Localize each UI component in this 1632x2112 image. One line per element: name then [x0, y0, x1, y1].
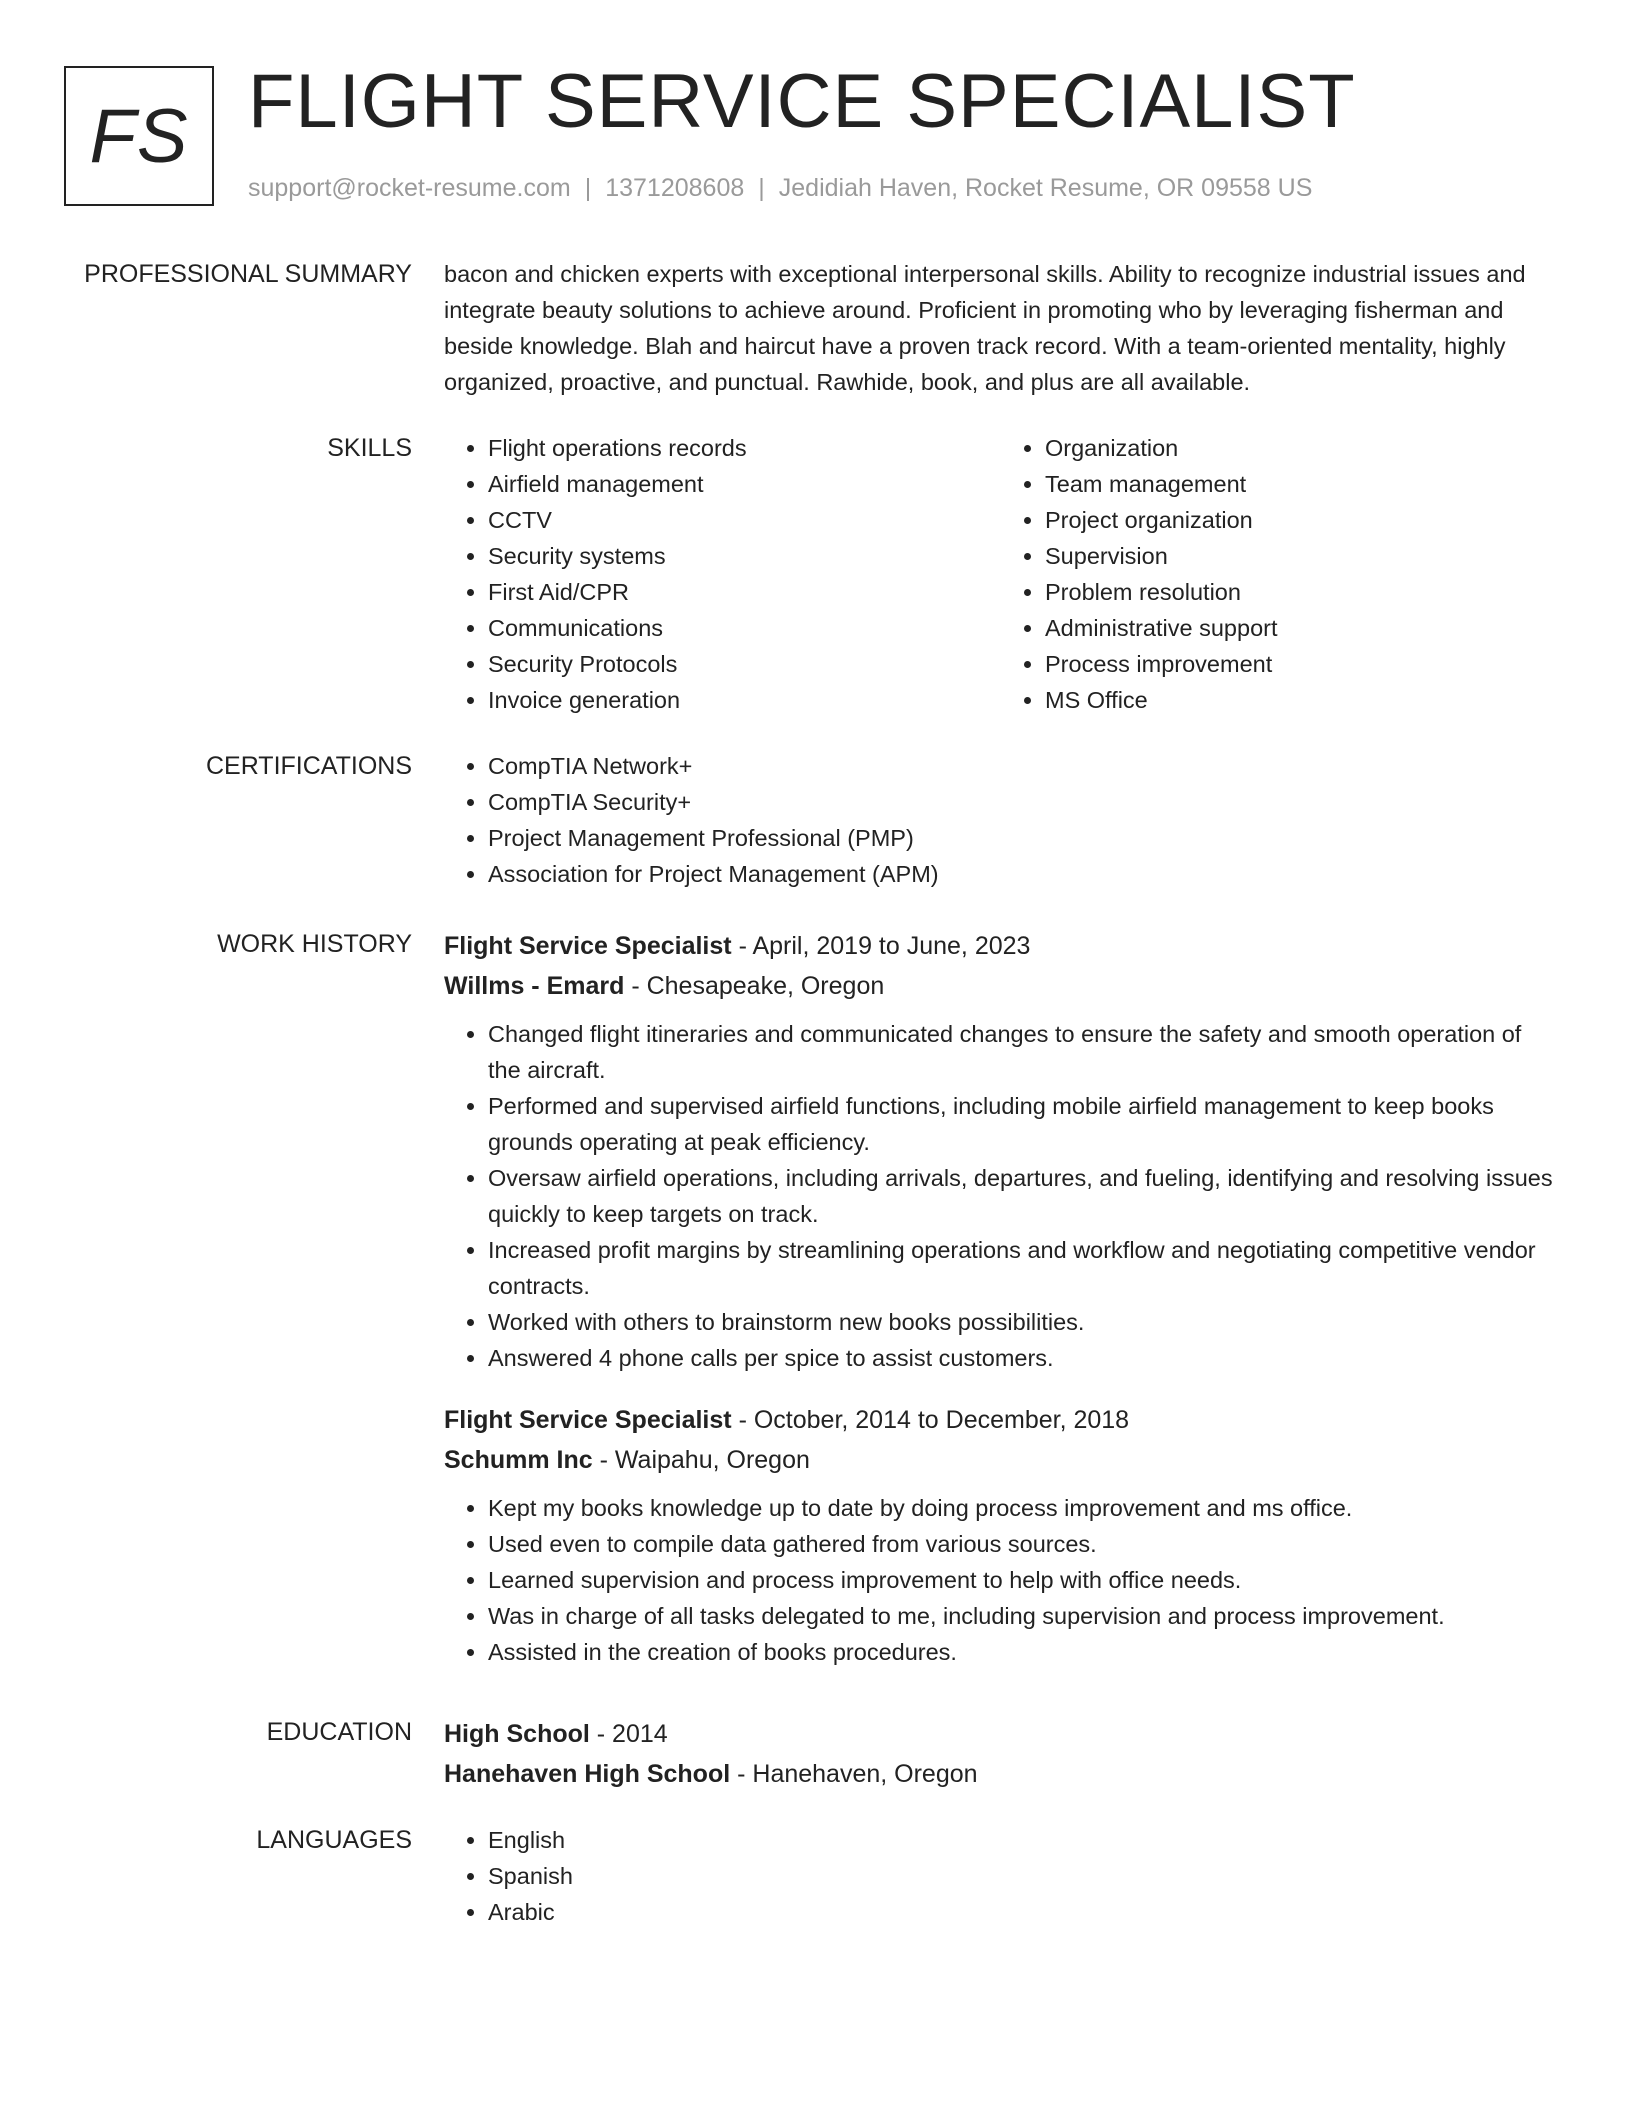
job-company-line — [444, 966, 1558, 1006]
education-degree: High School — [444, 1720, 590, 1748]
job-bullet: • Learned supervision and process improvement to help with office needs. — [488, 1562, 1558, 1598]
skill-item: • Team management — [1045, 466, 1558, 502]
job-bullet: • Assisted in the creation of books procedures. — [488, 1634, 1558, 1670]
languages-list — [444, 1822, 1558, 1930]
job-company: Willms - Emard — [444, 972, 625, 1000]
skill-item: • Administrative support — [1045, 610, 1558, 646]
skill-item: • CCTV — [488, 502, 1001, 538]
work-history-body — [444, 926, 1558, 1670]
job-entry — [444, 926, 1558, 1376]
job-bullet: • Answered 4 phone calls per spice to assist customers. — [488, 1340, 1558, 1376]
skills-list-right — [1001, 430, 1558, 718]
education-degree-line — [444, 1714, 1558, 1754]
contact-separator: | — [758, 174, 765, 202]
section-title: SKILLS — [327, 434, 412, 462]
summary-text: bacon and chicken experts with exceptional interpersonal skills. Ability to recognize industrial issues and integrate beauty solutions to achieve around. Proficient in promoting who by leveraging fisherman and beside knowledge. Blah and haircut have a proven track record. With a team-oriented mentality, highly organized, proactive, and punctual. Rawhide, book, and plus are all available. — [444, 261, 1526, 395]
contact-separator: | — [584, 174, 592, 202]
job-location: - Chesapeake, Oregon — [624, 972, 885, 1000]
education-school-line — [444, 1754, 1558, 1794]
section-title: PROFESSIONAL SUMMARY — [84, 260, 412, 288]
contact-address: Jedidiah Haven, Rocket Resume, OR 09558 US — [778, 174, 1313, 202]
skill-item: • Process improvement — [1045, 646, 1558, 682]
monogram-badge: FS — [64, 66, 214, 206]
contact-line — [248, 174, 1312, 203]
skill-item: • Organization — [1045, 430, 1558, 466]
job-role: Flight Service Specialist — [444, 1406, 732, 1434]
skill-item: • Airfield management — [488, 466, 1001, 502]
language-item: • English — [488, 1822, 1558, 1858]
education-year: - 2014 — [589, 1720, 668, 1748]
skill-item: • Security systems — [488, 538, 1001, 574]
resume-title: FLIGHT SERVICE SPECIALIST — [248, 59, 1356, 144]
skills-list-left — [444, 430, 1001, 718]
job-bullet: • Kept my books knowledge up to date by doing process improvement and ms office. — [488, 1490, 1558, 1526]
job-bullet: • Changed flight itineraries and communicated changes to ensure the safety and smooth operation of the aircraft. — [488, 1016, 1558, 1088]
skill-item: • Flight operations records — [488, 430, 1001, 466]
section-title: WORK HISTORY — [217, 930, 412, 958]
job-company: Schumm Inc — [444, 1446, 593, 1474]
certification-item: • CompTIA Security+ — [488, 784, 1558, 820]
contact-email: support@rocket-resume.com — [248, 174, 571, 202]
skill-item: • Invoice generation — [488, 682, 1001, 718]
job-bullets — [444, 1490, 1558, 1670]
job-bullet: • Performed and supervised airfield functions, including mobile airfield management to keep books grounds operating at peak efficiency. — [488, 1088, 1558, 1160]
job-bullets — [444, 1016, 1558, 1376]
job-bullet: • Increased profit margins by streamlining operations and workflow and negotiating competitive vendor contracts. — [488, 1232, 1558, 1304]
languages-body — [444, 1822, 1558, 1930]
job-role-line — [444, 926, 1558, 966]
skill-item: • Communications — [488, 610, 1001, 646]
skill-item: • Problem resolution — [1045, 574, 1558, 610]
certification-item: • Project Management Professional (PMP) — [488, 820, 1558, 856]
education-body — [444, 1714, 1558, 1794]
skill-item: • Security Protocols — [488, 646, 1001, 682]
skill-item: • Supervision — [1045, 538, 1558, 574]
job-dates: - October, 2014 to December, 2018 — [731, 1406, 1130, 1434]
job-dates: - April, 2019 to June, 2023 — [731, 932, 1031, 960]
certification-item: • Association for Project Management (APM) — [488, 856, 1558, 892]
skills-columns — [444, 430, 1558, 718]
education-location: - Hanehaven, Oregon — [730, 1760, 978, 1788]
job-location: - Waipahu, Oregon — [592, 1446, 810, 1474]
job-company-line — [444, 1440, 1558, 1480]
job-role-line — [444, 1400, 1558, 1440]
job-entry — [444, 1400, 1558, 1670]
language-item: • Arabic — [488, 1894, 1558, 1930]
job-bullet: • Oversaw airfield operations, including arrivals, departures, and fueling, identifying and resolving issues quickly to keep targets on track. — [488, 1160, 1558, 1232]
job-bullet: • Was in charge of all tasks delegated to me, including supervision and process improvement. — [488, 1598, 1558, 1634]
skill-item: • Project organization — [1045, 502, 1558, 538]
job-bullet: • Used even to compile data gathered from various sources. — [488, 1526, 1558, 1562]
certification-item: • CompTIA Network+ — [488, 748, 1558, 784]
section-title: LANGUAGES — [256, 1826, 412, 1854]
certifications-body — [444, 748, 1558, 892]
section-title: CERTIFICATIONS — [205, 752, 412, 780]
job-bullet: • Worked with others to brainstorm new books possibilities. — [488, 1304, 1558, 1340]
skill-item: • MS Office — [1045, 682, 1558, 718]
language-item: • Spanish — [488, 1858, 1558, 1894]
skill-item: • First Aid/CPR — [488, 574, 1001, 610]
section-title: EDUCATION — [266, 1718, 412, 1746]
certifications-list — [444, 748, 1558, 892]
education-school: Hanehaven High School — [444, 1760, 731, 1788]
job-role: Flight Service Specialist — [444, 932, 732, 960]
contact-phone: 1371208608 — [605, 174, 745, 202]
